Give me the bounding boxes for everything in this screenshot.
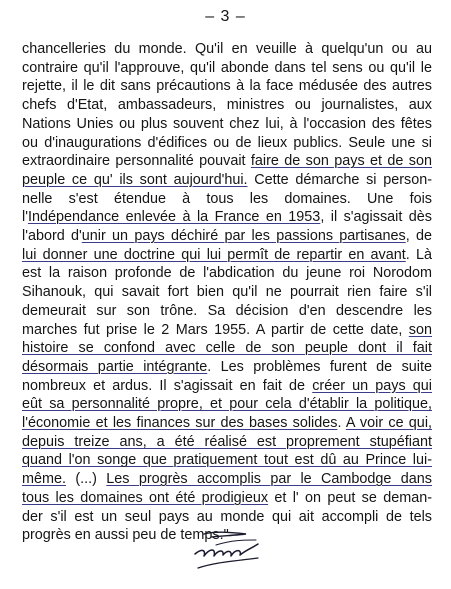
underlined-text: eût sa personnalité propre, et pour cela d'établir la politique, — [22, 396, 432, 413]
text-segment: (...) — [65, 471, 107, 488]
text-segment: est la raison profonde de l'abdication du jeune roi Norodom — [22, 265, 432, 282]
text-segment: Sihanouk, qui savait fort bien qu'il ne pourrait rien faire s'il — [22, 284, 432, 301]
body-text — [22, 40, 432, 545]
text-line — [22, 59, 432, 78]
text-segment: . — [337, 415, 346, 432]
text-line — [22, 451, 432, 470]
text-line — [22, 115, 432, 134]
text-line — [22, 470, 432, 489]
text-segment: , il s'agissait dès — [320, 209, 432, 226]
text-segment: rejette, il le dit sans précautions à la face médusée des autres — [22, 78, 432, 95]
text-line — [22, 208, 432, 227]
text-line — [22, 227, 432, 246]
text-line — [22, 152, 432, 171]
text-line — [22, 489, 432, 508]
page-number: – 3 – — [205, 8, 246, 25]
text-line — [22, 414, 432, 433]
text-segment: demeurait sur son trône. Sa décision d'en descendre les — [22, 302, 432, 319]
text-segment: extraordinaire personnalité pouvait — [22, 153, 251, 170]
text-segment: ou d'inaugurations d'édifices ou de lieux publics. Seule une si — [22, 134, 432, 151]
text-line — [22, 96, 432, 115]
underlined-text: désormais partie intégrante — [22, 358, 208, 375]
text-line — [22, 40, 432, 59]
text-line — [22, 246, 432, 265]
text-line — [22, 433, 432, 452]
text-line — [22, 264, 432, 283]
text-line — [22, 395, 432, 414]
text-segment: Nations Unies ou plus souvent chez lui, à l'occasion des fêtes — [22, 115, 432, 132]
text-line — [22, 358, 432, 377]
underlined-text: histoire se confond avec celle de son peuple dont il fait — [22, 340, 432, 357]
underlined-text: Indépendance enlevée à la France en 1953 — [27, 209, 321, 226]
text-segment: marches fut prise le 2 Mars 1955. A partir de cette date, — [22, 321, 409, 338]
text-segment: contraire qu'il l'approuve, qu'il abonde dans tel sens ou qu'il le — [22, 59, 432, 76]
handwritten-signature-icon — [192, 528, 262, 576]
underlined-text: unir un pays déchiré par les passions partisanes — [81, 228, 406, 245]
text-segment: et l' on peut se deman- — [268, 489, 432, 506]
text-segment: chefs d'Etat, ambassadeurs, ministres ou journalistes, aux — [22, 97, 432, 114]
underlined-text: créer un pays qui — [312, 377, 432, 394]
text-line — [22, 77, 432, 96]
underlined-text: quand l'on songe que pratiquement tout est dû au Prince lui- — [22, 452, 432, 469]
text-segment: Cette démarche si person- — [247, 171, 432, 188]
underlined-text: même. — [22, 471, 66, 488]
text-line — [22, 377, 432, 396]
underlined-text: Les progrès accomplis par le Cambodge dans — [106, 471, 432, 488]
text-segment: nelle s'est étendue à tous les domaines. Une fois — [22, 190, 432, 207]
text-segment: . Là — [405, 246, 432, 263]
text-line — [22, 171, 432, 190]
underlined-text: depuis treize ans, a été réalisé est proprement stupéfiant — [22, 433, 432, 450]
underlined-text: A voir ce qui, — [345, 415, 433, 432]
text-line — [22, 321, 432, 340]
text-line — [22, 283, 432, 302]
text-line — [22, 190, 432, 209]
text-segment: progrès en aussi peu de temps." — [22, 527, 229, 544]
underlined-text: peuple ce qu' ils sont aujourd'hui. — [22, 171, 248, 188]
underlined-text: faire de son pays et de son — [250, 153, 432, 170]
text-segment: , de — [405, 228, 432, 245]
text-line — [22, 508, 432, 527]
text-segment: l' — [22, 209, 28, 226]
underlined-text: l'économie et les finances sur des bases solides — [22, 415, 338, 432]
underlined-text: lui donner une doctrine qui lui permît de repartir en avant — [22, 246, 406, 263]
text-segment: l'abord d' — [22, 228, 82, 245]
text-segment: nombreux et ardus. Il s'agissait en fait de — [22, 377, 313, 394]
underlined-text: tous les domaines ont été prodigieux — [22, 489, 269, 506]
text-line — [22, 134, 432, 153]
text-line — [22, 302, 432, 321]
underlined-text: son — [408, 321, 432, 338]
text-segment: chancelleries du monde. Qu'il en veuille à quelqu'un ou au — [22, 41, 432, 57]
text-line — [22, 339, 432, 358]
text-segment: der s'il est un seul pays au monde qui ait accompli de tels — [22, 508, 432, 525]
text-segment: . Les problèmes furent de suite — [207, 358, 432, 375]
